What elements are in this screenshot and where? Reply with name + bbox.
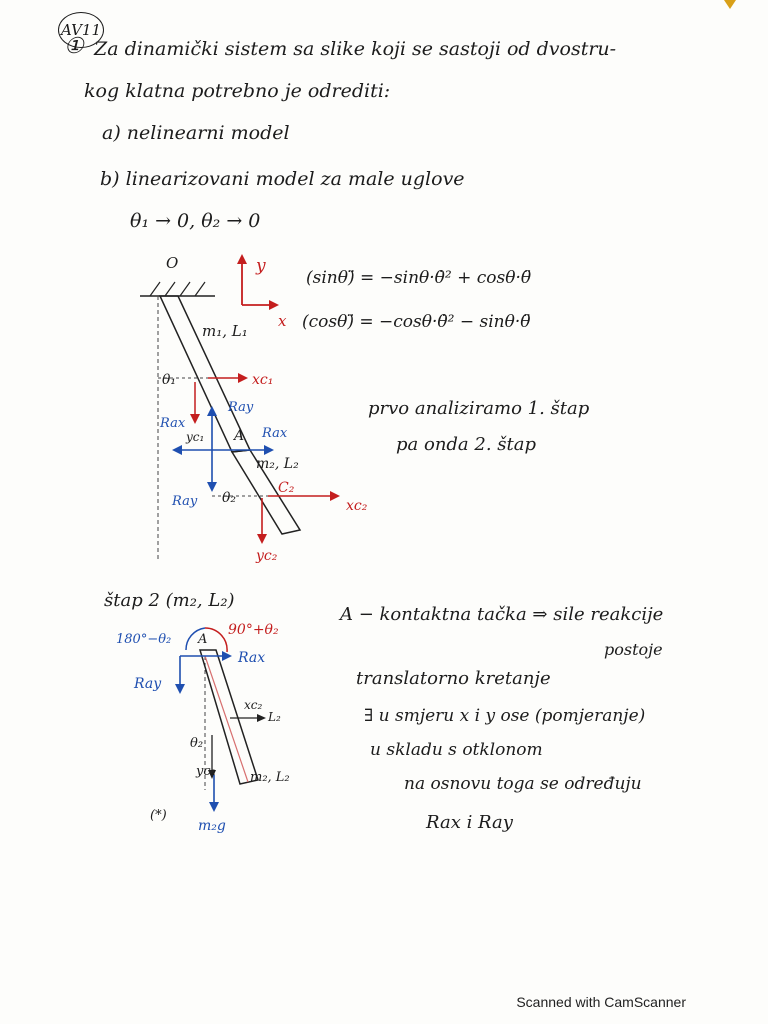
origin-label: O (166, 254, 179, 272)
figure2-mass-label: m₂, L₂ (250, 770, 290, 785)
yc2-label: yc₂ (256, 548, 278, 564)
figure2-rax-label: Rax (238, 650, 266, 666)
figure2-ray-label: Ray (134, 676, 162, 692)
contact-line-6: na osnovu toga se određuju (404, 774, 642, 794)
axis-x-label: x (278, 312, 287, 330)
figure2-l2-label: L₂ (268, 710, 281, 724)
theta2-label: θ₂ (222, 490, 237, 506)
angle-left-label: 180°−θ₂ (116, 632, 172, 647)
xc2-label: xc₂ (346, 498, 368, 514)
scanner-watermark: Scanned with CamScanner (516, 994, 686, 1010)
contact-line-4: ∃ u smjeru x i y ose (pomjeranje) (364, 706, 646, 726)
contact-line-5: u skladu s otklonom (370, 740, 543, 760)
item-b: b) linearizovani model za male uglove (100, 168, 465, 190)
problem-number: ① (64, 34, 84, 59)
figure2-yc2-label: yc₂ (196, 764, 216, 779)
ray-bottom-label: Ray (172, 494, 198, 509)
plan-line-2: pa onda 2. štap (396, 434, 537, 455)
ray-top-label: Ray (228, 400, 254, 415)
identity-cos: (cosθ)̈ = −cosθ·θ̇² − sinθ·θ̈ (302, 312, 531, 332)
gravity-label: m₂g (198, 818, 226, 834)
equation-marker: (*) (150, 808, 167, 823)
theta1-label: θ₁ (162, 372, 177, 388)
identity-sin: (sinθ)̈ = −sinθ·θ̇² + cosθ·θ̈ (306, 268, 532, 288)
contact-line-7: Rax i Ray (426, 812, 513, 833)
figure2-joint-label: A (198, 632, 208, 647)
small-angle-condition: θ₁ → 0, θ₂ → 0 (130, 210, 261, 232)
yc1-label: yc₁ (186, 430, 205, 444)
contact-line-1: A − kontaktna tačka ⇒ sile reakcije (340, 604, 664, 625)
plan-line-1: prvo analiziramo 1. štap (368, 398, 590, 419)
figure2-theta2-label: θ₂ (190, 736, 204, 751)
rax-left-label: Rax (160, 416, 186, 431)
figure2-title: štap 2 (m₂, L₂) (104, 590, 235, 611)
c2-label: C₂ (278, 480, 295, 496)
problem-line-1: Za dinamički sistem sa slike koji se sastoji od dvostru- (94, 38, 617, 60)
xc1-label: xc₁ (252, 372, 274, 388)
problem-line-2: kog klatna potrebno je odrediti: (84, 80, 391, 102)
link2-label: m₂, L₂ (256, 456, 299, 472)
contact-line-3: translatorno kretanje (356, 668, 551, 689)
contact-line-2: postoje (604, 640, 663, 659)
axis-y-label: y (256, 256, 266, 276)
rax-right-label: Rax (262, 426, 288, 441)
figure2-xc2-label: xc₂ (244, 698, 263, 712)
angle-right-label: 90°+θ₂ (228, 622, 279, 638)
lecture-tag: AV11 (58, 12, 104, 48)
joint-a-label: A (234, 428, 245, 444)
link1-label: m₁, L₁ (202, 322, 248, 340)
item-a: a) nelinearni model (102, 122, 290, 144)
